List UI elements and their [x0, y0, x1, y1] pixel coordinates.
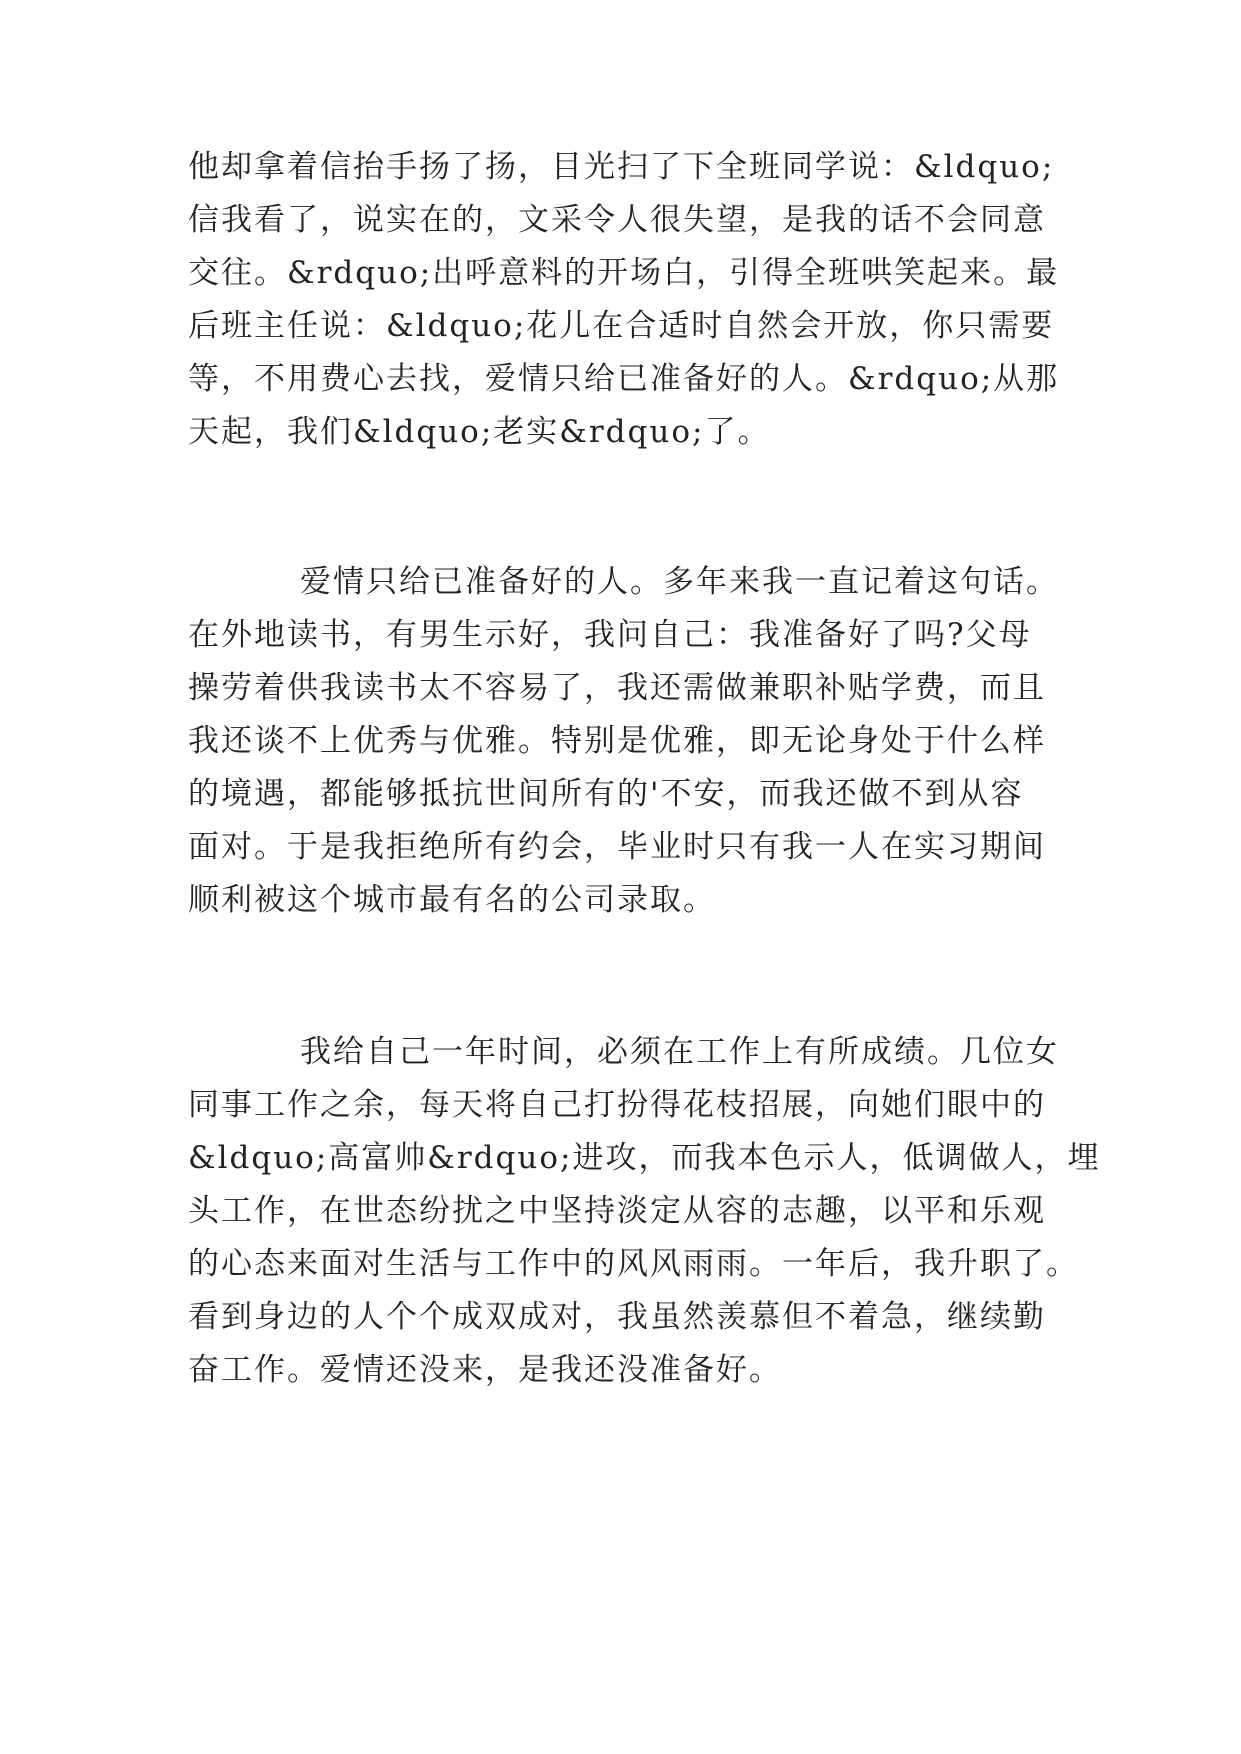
text-line: 等，不用费心去找，爱情只给已准备好的人。&rdquo;从那 — [188, 361, 1060, 397]
text-line: 奋工作。爱情还没来，是我还没准备好。 — [188, 1352, 782, 1388]
text-line: 信我看了，说实在的，文采令人很失望，是我的话不会同意 — [188, 202, 1046, 238]
text-line: 头工作，在世态纷扰之中坚持淡定从容的志趣，以平和乐观 — [188, 1193, 1046, 1229]
text-line: 的境遇，都能够抵抗世间所有的'不安，而我还做不到从容 — [188, 776, 1024, 812]
text-line: 我还谈不上优秀与优雅。特别是优雅，即无论身处于什么样 — [188, 723, 1046, 759]
text-line: 他却拿着信抬手扬了扬，目光扫了下全班同学说：&ldquo; — [188, 149, 1055, 185]
text-line: 顺利被这个城市最有名的公司录取。 — [188, 882, 716, 918]
text-line: 看到身边的人个个成双成对，我虽然羡慕但不着急，继续勤 — [188, 1299, 1046, 1335]
text-line: 爱情只给已准备好的人。多年来我一直记着这句话。 — [300, 564, 1059, 600]
text-line: 交往。&rdquo;出呼意料的开场白，引得全班哄笑起来。最 — [188, 255, 1060, 291]
text-line: &ldquo;高富帅&rdquo;进攻，而我本色示人，低调做人，埋 — [188, 1140, 1101, 1176]
text-line: 我给自己一年时间，必须在工作上有所成绩。几位女 — [300, 1034, 1059, 1070]
text-line: 操劳着供我读书太不容易了，我还需做兼职补贴学费，而且 — [188, 670, 1046, 706]
text-line: 后班主任说：&ldquo;花儿在合适时自然会开放，你只需要 — [188, 308, 1055, 344]
text-line: 天起，我们&ldquo;老实&rdquo;了。 — [188, 414, 771, 450]
text-line: 的心态来面对生活与工作中的风风雨雨。一年后，我升职了。 — [188, 1246, 1079, 1282]
text-line: 同事工作之余，每天将自己打扮得花枝招展，向她们眼中的 — [188, 1087, 1046, 1123]
text-line: 面对。于是我拒绝所有约会，毕业时只有我一人在实习期间 — [188, 829, 1046, 865]
text-line: 在外地读书，有男生示好，我问自己：我准备好了吗?父母 — [188, 617, 1032, 653]
